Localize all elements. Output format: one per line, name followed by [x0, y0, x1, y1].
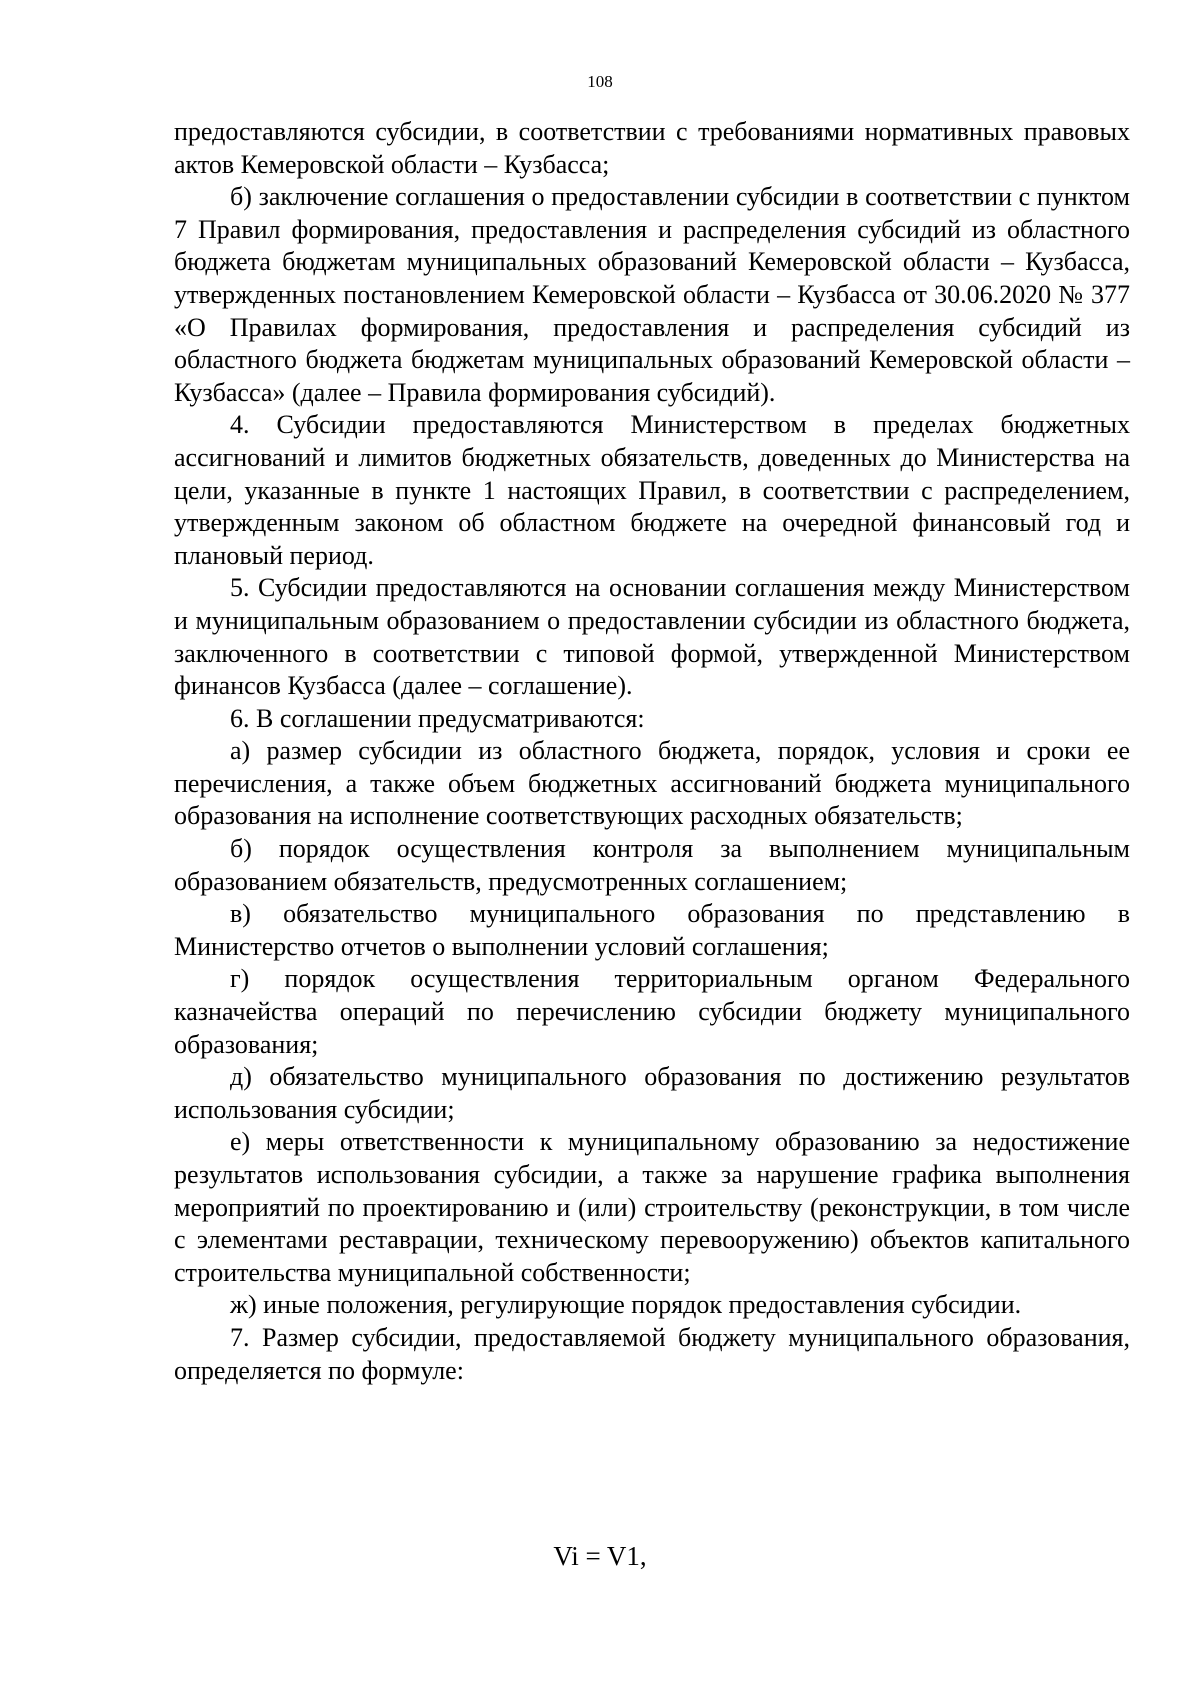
paragraph-7: 7. Размер субсидии, предоставляемой бюджету муниципального образования, определяется по формуле: [174, 1322, 1130, 1385]
paragraph-4: 4. Субсидии предоставляются Министерством в пределах бюджетных ассигнований и лимитов бюджетных обязательств, доведенных до Министерства на цели, указанные в пункте 1 настоящих Правил, в соответствии с распределением, утвержденным законом об областном бюджете на очередной финансовый год и плановый период. [174, 410, 1130, 570]
document-body [174, 116, 1130, 1387]
paragraph-continuation: предоставляются субсидии, в соответствии с требованиями нормативных правовых актов Кемеровской области – Кузбасса; [174, 117, 1130, 179]
paragraph-6-item-a: а) размер субсидии из областного бюджета, порядок, условия и сроки ее перечисления, а также объем бюджетных ассигнований бюджета муниципального образования на исполнение соответствующих расходных обязательств; [174, 736, 1130, 831]
paragraph-6: 6. В соглашении предусматриваются: [230, 703, 645, 733]
paragraph-6-item-e: е) меры ответственности к муниципальному образованию за недостижение результатов использования субсидии, а также за нарушение графика выполнения мероприятий по проектированию и (или) строительству (реконструкции, в том числе с элементами реставрации, техническому перевооружению) объектов капитального строительства муниципальной собственности; [174, 1127, 1130, 1287]
paragraph-6-item-zh: ж) иные положения, регулирующие порядок предоставления субсидии. [230, 1290, 1022, 1320]
formula: Vi = V1, [553, 1541, 647, 1571]
paragraph-5: 5. Субсидии предоставляются на основании соглашения между Министерством и муниципальным образованием о предоставлении субсидии из областного бюджета, заключенного в соответствии с типовой формой, утвержденной Министерством финансов Кузбасса (далее – соглашение). [174, 573, 1130, 701]
paragraph-item-b-agreement: б) заключение соглашения о предоставлении субсидии в соответствии с пунктом 7 Правил формирования, предоставления и распределения субсидий из областного бюджета бюджетам муниципальных образований Кемеровской области – Кузбасса, утвержденных постановлением Кемеровской области – Кузбасса от 30.06.2020 № 377 «О Правилах формирования, предоставления и распределения субсидий из областного бюджета бюджетам муниципальных образований Кемеровской области – Кузбасса» (далее – Правила формирования субсидий). [174, 182, 1130, 407]
paragraph-6-item-b: б) порядок осуществления контроля за выполнением муниципальным образованием обязательств, предусмотренных соглашением; [174, 834, 1130, 896]
paragraph-6-item-d: д) обязательство муниципального образования по достижению результатов использования субсидии; [174, 1062, 1130, 1124]
page-number: 108 [587, 72, 613, 91]
paragraph-6-item-g: г) порядок осуществления территориальным органом Федерального казначейства операций по перечислению субсидии бюджету муниципального образования; [174, 964, 1130, 1059]
paragraph-6-item-v: в) обязательство муниципального образования по представлению в Министерство отчетов о выполнении условий соглашения; [174, 899, 1130, 961]
